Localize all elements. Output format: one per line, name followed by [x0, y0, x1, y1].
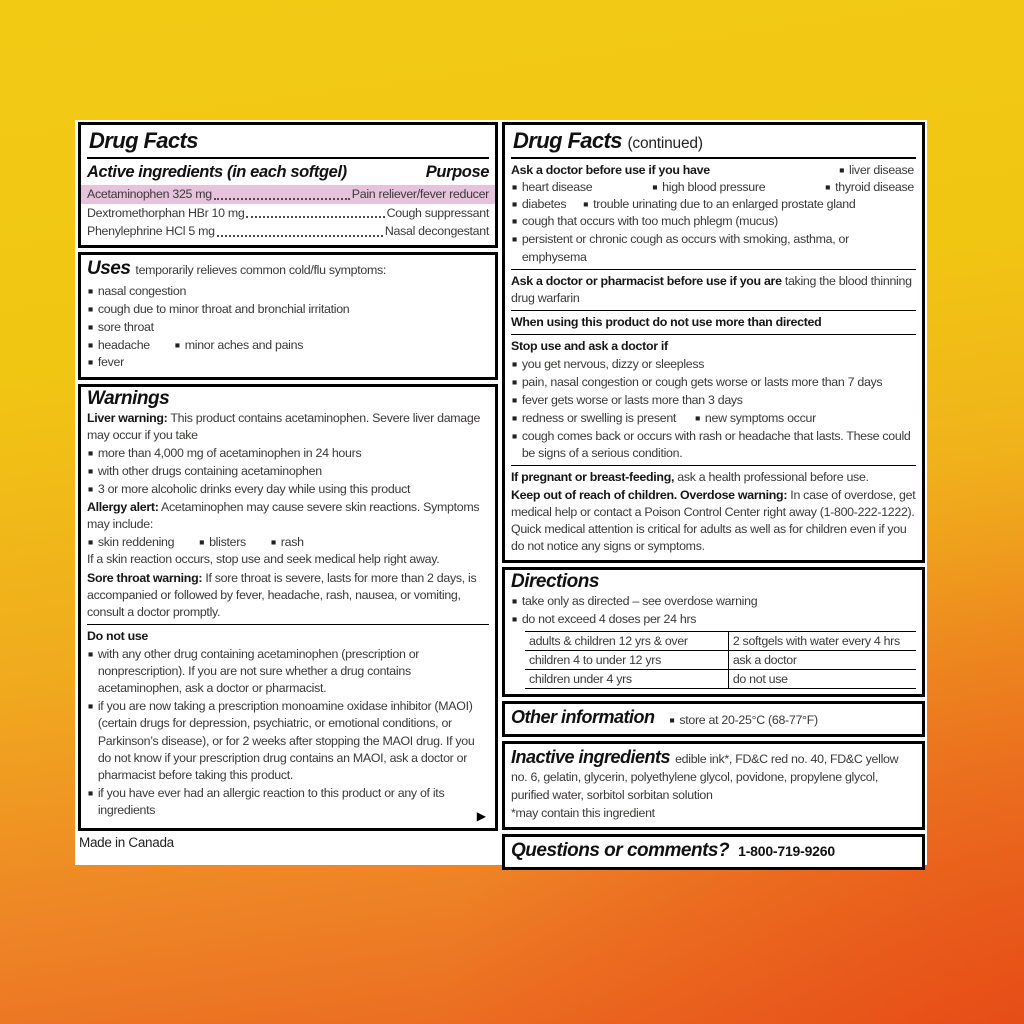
stop-use-item: ■ fever gets worse or lasts more than 3 days — [511, 392, 916, 409]
dosage-age-cell: adults & children 12 yrs & over — [525, 631, 728, 650]
ingredient-row-acetaminophen — [81, 185, 495, 204]
uses-title: Uses — [87, 257, 131, 279]
liver-warning-head: Liver warning: — [87, 410, 168, 425]
allergy-alert: Allergy alert: Acetaminophen may cause severe skin reactions. Symptoms may include: — [87, 500, 480, 532]
title-divider — [511, 157, 916, 159]
drug-facts-title: Drug Facts — [89, 128, 198, 153]
uses-intro-line — [87, 256, 489, 282]
ask-doctor-item: ■ diabetes — [511, 196, 566, 213]
do-not-use-item: ■ with any other drug containing acetaminophen (prescription or nonprescription). If you are not sure whether a drug contains acetaminophen, ask a doctor or pharmacist. — [87, 646, 489, 697]
do-not-use-section — [87, 624, 489, 819]
keep-out-head: Keep out of reach of children. Overdose warning: — [511, 487, 788, 502]
made-in-canada-text: Made in Canada — [79, 835, 174, 851]
stop-use-section — [511, 334, 916, 462]
continued-arrow-icon: ▶ — [476, 809, 486, 824]
liver-warning-item: ■ with other drugs containing acetaminophen — [87, 463, 489, 480]
when-using-section — [511, 310, 916, 331]
drug-facts-continued-title: Drug Facts (continued) — [513, 128, 703, 153]
ask-doctor-row2 — [511, 179, 916, 196]
continued-panel — [502, 122, 925, 563]
warnings-panel — [78, 384, 498, 832]
ask-doctor-item: ■ cough that occurs with too much phlegm (mucus) — [511, 213, 916, 230]
other-information-title: Other information — [511, 706, 655, 727]
continued-label: (continued) — [627, 135, 703, 152]
directions-title: Directions — [511, 571, 599, 593]
ask-doctor-head: Ask a doctor before use if you have — [511, 163, 710, 177]
sore-throat-head: Sore throat warning: — [87, 570, 203, 585]
allergy-alert-head: Allergy alert: — [87, 500, 159, 515]
ask-doctor-item: ■ persistent or chronic cough as occurs with smoking, asthma, or emphysema — [511, 231, 916, 265]
dosage-amount-cell: do not use — [728, 669, 916, 688]
allergy-item: ■ rash — [270, 534, 304, 551]
stop-use-item: ■ pain, nasal congestion or cough gets worse or lasts more than 7 days — [511, 374, 916, 391]
ingredient-purpose: Nasal decongestant — [384, 224, 489, 239]
other-information-line — [511, 707, 916, 729]
uses-intro: temporarily relieves common cold/flu symptoms: — [135, 262, 387, 277]
dosage-table — [525, 631, 916, 689]
other-information-panel — [502, 701, 925, 737]
when-using-head: When using this product do not use more than directed — [511, 314, 822, 329]
dosage-row — [525, 669, 916, 688]
active-ingredients-header — [87, 162, 489, 185]
allergy-item: ■ blisters — [198, 534, 246, 551]
active-ingredients-panel — [78, 122, 498, 248]
pregnant-head: If pregnant or breast-feeding, — [511, 469, 675, 484]
directions-item: ■ take only as directed – see overdose warning — [511, 593, 916, 610]
title-divider — [87, 157, 489, 159]
stop-use-item: ■ you get nervous, dizzy or sleepless — [511, 356, 916, 373]
stop-use-item-pair — [511, 410, 916, 427]
warnings-title: Warnings — [87, 387, 170, 409]
skin-reaction-note: If a skin reaction occurs, stop use and seek medical help right away. — [87, 552, 440, 567]
ingredient-purpose: Cough suppressant — [386, 205, 489, 220]
dosage-amount-cell: ask a doctor — [728, 650, 916, 669]
pregnancy-section: If pregnant or breast-feeding, ask a health professional before use. Keep out of reach of children. Overdose warning: In case of overdose, get medical help or contact a Poison Control Center right away (1-800-222-1222). Quick medical attention is critical for adults as well as for children even if you do not notice any signs or symptoms. — [511, 465, 916, 556]
ask-doctor-section — [511, 162, 916, 266]
ask-doctor-item: ■ liver disease — [838, 162, 914, 179]
dosage-age-cell: children 4 to under 12 yrs — [525, 650, 728, 669]
allergy-item: ■ skin reddening — [87, 534, 174, 551]
ingredient-row-phenylephrine — [87, 222, 489, 241]
inactive-ingredients-text: Inactive ingredients edible ink*, FD&C red no. 40, FD&C yellow no. 6, gelatin, glycerin, polyethylene glycol, povidone, propylene glycol, purified water, sorbitol sorbitan solution — [511, 746, 899, 802]
stop-use-item: ■ redness or swelling is present — [511, 410, 676, 427]
stop-use-item: ■ cough comes back or occurs with rash or headache that lasts. These could be signs of a serious condition. — [511, 428, 916, 462]
dosage-amount-cell: 2 softgels with water every 4 hrs — [728, 631, 916, 650]
ask-doctor-item: ■ heart disease — [511, 179, 592, 196]
ask-pharmacist-section: Ask a doctor or pharmacist before use if you are taking the blood thinning drug warfarin — [511, 269, 916, 307]
dot-leader — [217, 235, 383, 237]
do-not-use-item: ■ if you have ever had an allergic reaction to this product or any of its ingredients — [87, 785, 489, 819]
drug-facts-label — [75, 120, 927, 865]
allergy-symptoms-row — [87, 534, 489, 551]
directions-panel — [502, 567, 925, 696]
dosage-age-cell: children under 4 yrs — [525, 669, 728, 688]
do-not-use-head: Do not use — [87, 628, 149, 643]
liver-warning: Liver warning: This product contains acetaminophen. Severe liver damage may occur if you take — [87, 410, 481, 442]
liver-warning-item: ■ 3 or more alcoholic drinks every day while using this product — [87, 481, 489, 498]
uses-panel — [78, 252, 498, 380]
ask-pharmacist-head: Ask a doctor or pharmacist before use if you are — [511, 273, 782, 288]
questions-phone-number: 1-800-719-9260 — [738, 842, 835, 859]
sore-throat-warning: Sore throat warning: If sore throat is severe, lasts for more than 2 days, is accompanied or followed by fever, headache, rash, nausea, or vomiting, consult a doctor promptly. — [87, 570, 477, 619]
questions-panel — [502, 834, 925, 870]
ask-doctor-head-row — [511, 162, 916, 179]
dot-leader — [214, 198, 350, 200]
ingredient-purpose: Pain reliever/fever reducer — [351, 187, 489, 201]
questions-title: Questions or comments? — [511, 839, 730, 861]
active-ingredients-label: Active ingredients (in each softgel) — [87, 163, 347, 181]
storage-item: ■ store at 20-25°C (68-77°F) — [669, 712, 818, 729]
right-column — [502, 122, 925, 874]
left-column — [78, 122, 498, 850]
ingredient-name: Phenylephrine HCl 5 mg — [87, 224, 215, 239]
ask-doctor-item: ■ high blood pressure — [651, 179, 765, 196]
stop-use-item: ■ new symptoms occur — [694, 410, 816, 427]
ingredient-name: Acetaminophen 325 mg — [87, 187, 212, 201]
ingredient-row-dextromethorphan — [87, 204, 489, 223]
uses-item: ■ nasal congestion — [87, 283, 489, 300]
dosage-row — [525, 631, 916, 650]
may-contain-note: *may contain this ingredient — [511, 805, 655, 820]
inactive-ingredients-title: Inactive ingredients — [511, 746, 671, 767]
questions-line — [511, 840, 916, 862]
ingredient-name: Dextromethorphan HBr 10 mg — [87, 205, 245, 220]
dosage-row — [525, 650, 916, 669]
ask-doctor-item: ■ thyroid disease — [824, 179, 914, 196]
uses-item: ■ fever — [87, 354, 489, 371]
stop-use-head: Stop use and ask a doctor if — [511, 338, 668, 353]
dot-leader — [246, 216, 384, 218]
uses-item-pair — [87, 337, 489, 354]
uses-item: ■ headache — [87, 337, 150, 354]
uses-item: ■ cough due to minor throat and bronchial irritation — [87, 301, 489, 318]
do-not-use-item: ■ if you are now taking a prescription monoamine oxidase inhibitor (MAOI) (certain drugs for depression, psychiatric, or emotional conditions, or Parkinson’s disease), or for 2 weeks after stopping the MAOI drug. If you do not know if your prescription drug contains an MAOI, ask a doctor or pharmacist before taking this product. — [87, 698, 489, 784]
uses-item: ■ sore throat — [87, 319, 489, 336]
directions-item: ■ do not exceed 4 doses per 24 hrs — [511, 611, 916, 628]
liver-warning-item: ■ more than 4,000 mg of acetaminophen in 24 hours — [87, 445, 489, 462]
purpose-label: Purpose — [425, 163, 489, 181]
ask-doctor-row3 — [511, 196, 916, 213]
inactive-ingredients-panel — [502, 741, 925, 830]
ask-doctor-item: ■ trouble urinating due to an enlarged prostate gland — [582, 196, 855, 213]
uses-item: ■ minor aches and pains — [174, 337, 303, 354]
